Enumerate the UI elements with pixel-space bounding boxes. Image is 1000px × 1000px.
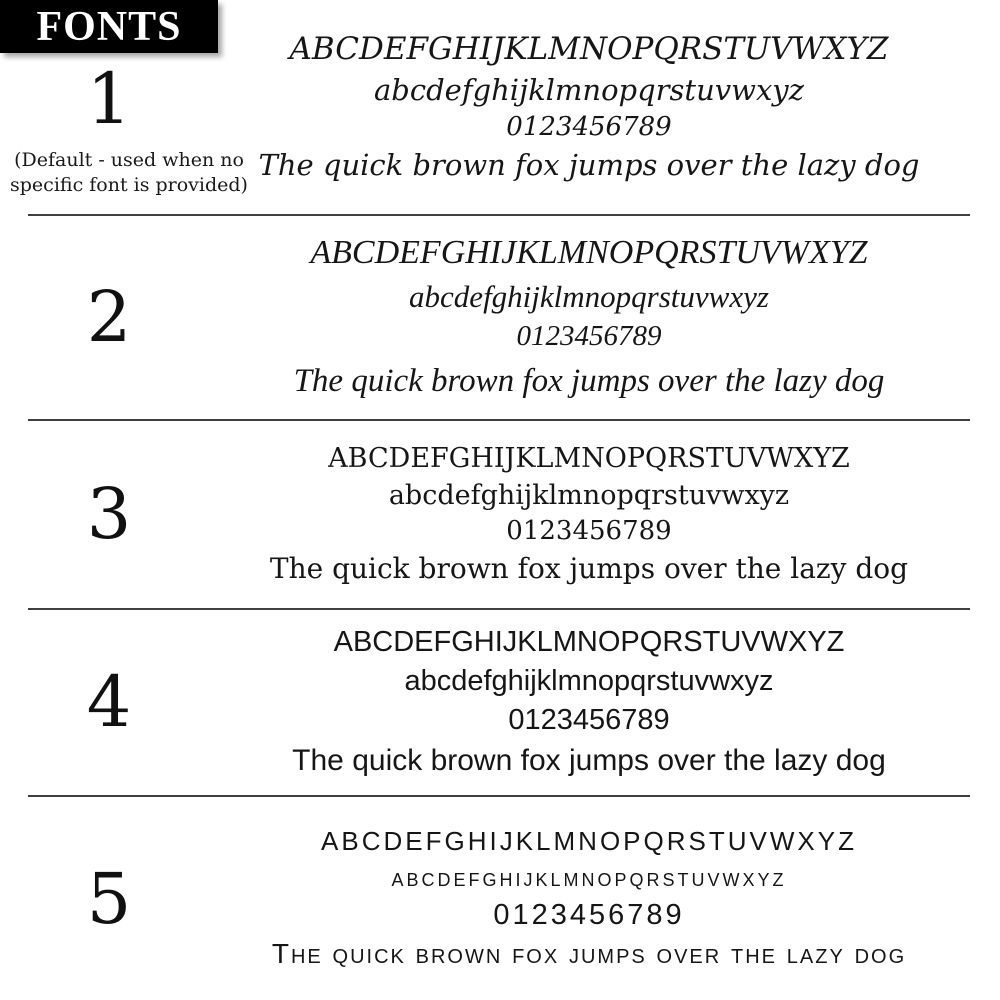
font-5-label-column <box>0 797 218 1000</box>
font-2-pangram-sample: The quick brown fox jumps over the lazy dog <box>293 362 885 399</box>
font-3-pangram-sample: The quick brown fox jumps over the lazy dog <box>269 551 909 585</box>
font-1-label-column <box>0 0 248 214</box>
font-section-5 <box>0 797 1000 1000</box>
font-3-lowercase-sample: abcdefghijklmnopqrstuvwxyz <box>388 479 790 511</box>
font-1-lowercase-sample: abcdefghijklmnopqrstuvwxyz <box>374 72 804 107</box>
font-2-number: 2 <box>86 276 132 358</box>
font-section-2 <box>0 216 1000 418</box>
font-5-uppercase-sample: ABCDEFGHIJKLMNOPQRSTUVWXYZ <box>321 825 857 856</box>
font-2-uppercase-sample: ABCDEFGHIJKLMNOPQRSTUVWXYZ <box>310 234 868 272</box>
font-3-digits-sample: 0123456789 <box>506 516 672 546</box>
font-section-1 <box>0 0 1000 214</box>
font-4-label-column <box>0 610 218 794</box>
font-5-digits-sample: 0123456789 <box>493 898 685 931</box>
font-3-number: 3 <box>86 473 132 555</box>
page-title: FONTS <box>36 3 182 50</box>
font-section-3 <box>0 421 1000 607</box>
font-section-4 <box>0 610 1000 794</box>
font-4-pangram-sample: The quick brown fox jumps over the lazy dog <box>292 743 886 777</box>
font-3-samples <box>218 421 960 607</box>
font-5-number: 5 <box>86 857 132 940</box>
font-5-pangram-sample: The quick brown fox jumps over the lazy dog <box>271 937 907 969</box>
font-4-samples <box>218 610 960 794</box>
font-2-digits-sample: 0123456789 <box>516 320 662 353</box>
font-1-pangram-sample: The quick brown fox jumps over the lazy dog <box>258 147 920 182</box>
font-1-number: 1 <box>86 57 132 140</box>
default-font-note: (Default - used when no specific font is provided) <box>10 148 248 196</box>
font-1-digits-sample: 0123456789 <box>506 111 672 142</box>
font-4-lowercase-sample: abcdefghijklmnopqrstuvwxyz <box>404 665 774 698</box>
font-2-lowercase-sample: abcdefghijklmnopqrstuvwxyz <box>409 278 769 314</box>
font-2-samples <box>218 216 960 418</box>
font-3-uppercase-sample: ABCDEFGHIJKLMNOPQRSTUVWXYZ <box>328 442 850 474</box>
font-3-label-column <box>0 421 218 607</box>
font-1-samples <box>218 0 960 214</box>
font-4-number: 4 <box>86 661 132 743</box>
font-4-uppercase-sample: ABCDEFGHIJKLMNOPQRSTUVWXYZ <box>333 625 845 658</box>
font-5-samples <box>218 797 960 1000</box>
font-2-label-column <box>0 216 218 418</box>
font-4-digits-sample: 0123456789 <box>508 704 670 737</box>
font-5-lowercase-sample: abcdefghijklmnopqrstuvwxyz <box>391 861 787 892</box>
font-1-uppercase-sample: ABCDEFGHIJKLMNOPQRSTUVWXYZ <box>289 30 889 67</box>
